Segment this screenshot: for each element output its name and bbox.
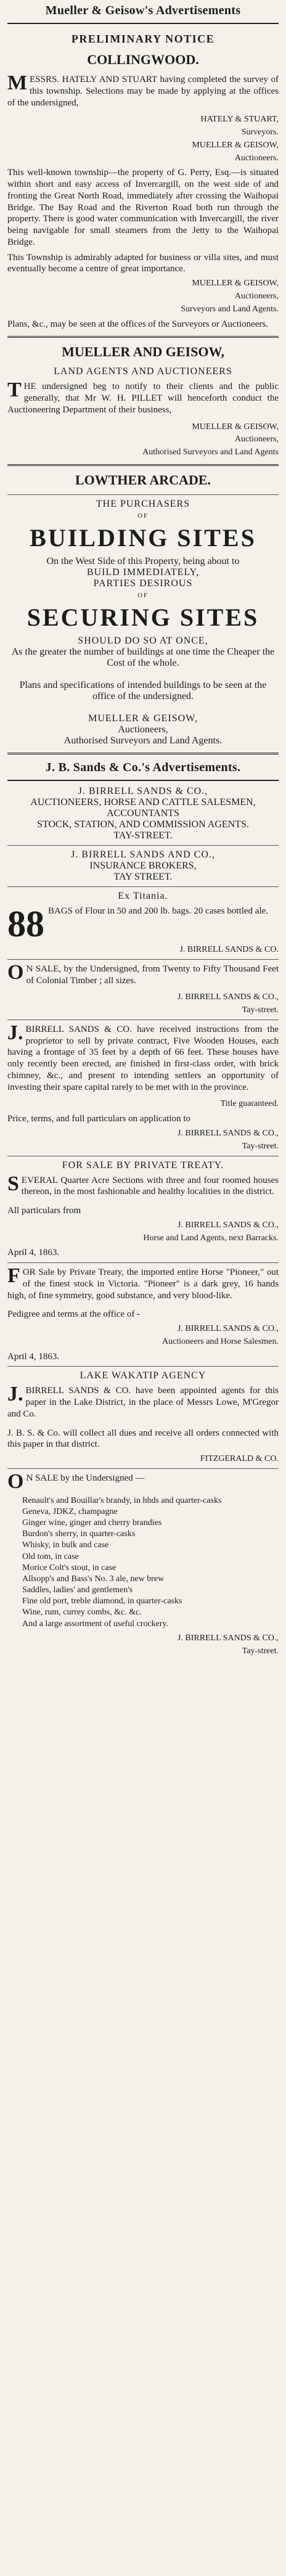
- firm-name: J. BIRRELL SANDS & CO.,: [78, 785, 208, 796]
- list-item: Fine old port, treble diamond, in quarter-casks: [22, 1597, 182, 1606]
- divider: [7, 1468, 279, 1469]
- firm-detail: TAY STREET.: [113, 871, 173, 882]
- collingwood-notice: [7, 33, 279, 330]
- divider: [7, 1366, 279, 1367]
- list-item: Geneva, JDKZ, champagne: [22, 1507, 118, 1516]
- signature: J. BIRRELL SANDS & CO.,: [177, 1324, 279, 1334]
- divider: [7, 886, 279, 887]
- firm-detail: STOCK, STATION, AND COMMISSION AGENTS.: [37, 819, 249, 830]
- paragraph: BIRRELL SANDS & CO. have received instructions from the proprietor to sell by private contract, Five Wooden Houses, each having a frontage of 35 feet by a depth of 66 feet. These houses have only recently been erected, are finished in first-class order, with brick chimney, &c., and present to intending settlers an opportunity of investing their spare capital rarely to be met with in the province.: [7, 1024, 279, 1092]
- signature: Tay-street.: [242, 1005, 279, 1015]
- line: Plans and specifications of intended buildings to be seen at the office of the undersigned.: [19, 679, 267, 701]
- paragraph: N SALE by the Undersigned —: [26, 1473, 145, 1483]
- signature: Authorised Surveyors and Land Agents.: [63, 735, 223, 746]
- divider: [7, 753, 279, 754]
- list-item: Saddles, ladies' and gentlemen's: [22, 1585, 133, 1595]
- divider: [7, 494, 279, 495]
- arcade-title: LOWTHER ARCADE.: [75, 472, 211, 488]
- signature: Auctioneers and Horse Salesmen.: [162, 1336, 279, 1346]
- big-number: 88: [7, 903, 44, 944]
- signature: MUELLER & GEISOW,: [88, 713, 198, 724]
- section-header: Mueller & Geisow's Advertisements: [45, 4, 241, 17]
- signature: HATELY & STUART,: [200, 115, 279, 125]
- signature: Surveyors and Land Agents.: [181, 304, 279, 314]
- shipment-title: Ex Titania.: [118, 890, 168, 901]
- of: OF: [137, 512, 149, 520]
- list-item: Ginger wine, ginger and cherry brandies: [22, 1518, 162, 1527]
- signature: J. BIRRELL SANDS & CO.: [179, 944, 279, 954]
- signature: J. BIRRELL SANDS & CO.,: [177, 1128, 279, 1138]
- signature: Auctioneers,: [234, 291, 279, 301]
- signature: Auctioneers,: [234, 435, 279, 444]
- big-heading: SECURING SITES: [27, 603, 259, 631]
- dropcap: T: [7, 378, 22, 402]
- section-header: J. B. Sands & Co.'s Advertisements.: [45, 760, 241, 774]
- line: On the West Side of this Property, being about to: [46, 555, 240, 566]
- divider: [7, 959, 279, 960]
- paragraph: N SALE, by the Undersigned, from Twenty to Fifty Thousand Feet of Colonial Timber ; all sizes.: [26, 963, 279, 986]
- signature: Auctioneers,: [118, 724, 168, 735]
- paragraph: EVERAL Quarter Acre Sections with three and four roomed houses thereon, in the most fashionable and healthy localities in the district.: [21, 1175, 279, 1197]
- line: SHOULD DO SO AT ONCE,: [78, 635, 208, 646]
- notice-title: COLLINGWOOD.: [87, 52, 199, 67]
- firm-title: MUELLER AND GEISOW,: [62, 344, 224, 360]
- horse-sale: [7, 1264, 279, 1362]
- firm-name: J. BIRRELL SANDS AND CO.,: [71, 849, 215, 860]
- firm-detail: TAY-STREET.: [113, 830, 173, 841]
- wakatip-title: LAKE WAKATIP AGENCY: [80, 1370, 206, 1381]
- list-item: Burdon's sherry, in quarter-casks: [22, 1529, 136, 1539]
- big-heading: BUILDING SITES: [30, 523, 256, 552]
- newspaper-page: [7, 0, 279, 1656]
- paragraph: BAGS of Flour in 50 and 200 lb. bags. 20 cases bottled ale.: [48, 906, 269, 916]
- line: PARTIES DESIROUS: [93, 578, 193, 589]
- dropcap: S: [7, 1172, 19, 1195]
- sale-item-list: [22, 1495, 279, 1630]
- paragraph: Pedigree and terms at the office of -: [7, 1309, 141, 1320]
- divider: [7, 464, 279, 466]
- line: THE PURCHASERS: [96, 498, 190, 509]
- signature: Horse and Land Agents, next Barracks.: [143, 1233, 279, 1243]
- paragraph: This Township is admirably adapted for business or villa sites, and must eventually become a centre of great importance.: [7, 252, 279, 274]
- divider: [7, 1262, 279, 1263]
- signature: MUELLER & GEISOW,: [192, 422, 279, 431]
- firm-notice: [7, 344, 279, 458]
- divider: [7, 23, 279, 24]
- firm-subtitle: LAND AGENTS AND AUCTIONEERS: [54, 366, 232, 377]
- signature: Auctioneers.: [234, 153, 279, 163]
- paragraph: HE undersigned beg to notify to their clients and the public generally, that Mr W. H. PILLET will henceforth conduct the Auctioneering Department of their business,: [7, 382, 279, 415]
- dropcap: O: [7, 960, 24, 984]
- list-item: Morice Colt's stout, in case: [22, 1563, 116, 1572]
- list-item: Old tom, in case: [22, 1552, 79, 1561]
- sands-advertisements: [7, 761, 279, 1152]
- final-sale: [7, 1470, 279, 1656]
- signature: Authorised Surveyors and Land Agents: [142, 448, 279, 457]
- dropcap: J.: [7, 1021, 23, 1044]
- firm-detail: INSURANCE BROKERS,: [89, 860, 197, 871]
- private-treaty: [7, 1160, 279, 1259]
- list-item: Allsopp's and Bass's No. 3 ale, new brew: [22, 1574, 165, 1584]
- paragraph: This well-known township—the property of G. Perry, Esq.—is situated within short and easy access of Invercargill, on the west side of and fronting the Great North Road, immediately after crossing the Waihopai Bridge. The Bay Road and the Riverton Road both run through the property. There is good water communication with Invercargill, the river being navigable for small steamers from the Jetty to the Waihopai Bridge.: [7, 168, 279, 247]
- signature: J. BIRRELL SANDS & CO.,: [177, 992, 279, 1002]
- signature: J. BIRRELL SANDS & CO.,: [177, 1633, 279, 1643]
- date: April 4, 1863.: [7, 1248, 60, 1258]
- wakatip-agency: [7, 1370, 279, 1465]
- paragraph: OR Sale by Private Treaty, the imported entire Horse "Pioneer," out of the finest stock in Victoria. "Pioneer" is a dark grey, 16 hands high, of fine symmetry, good substance, and very blood-like.: [7, 1267, 279, 1301]
- paragraph: All particulars from: [7, 1206, 81, 1216]
- lowther-arcade: [7, 472, 279, 746]
- date: April 4, 1863.: [7, 1351, 60, 1362]
- kicker: PRELIMINARY NOTICE: [71, 33, 215, 45]
- divider: [7, 780, 279, 781]
- signature: MUELLER & GEISOW,: [192, 140, 279, 150]
- line: BUILD IMMEDIATELY,: [86, 566, 200, 578]
- signature: Surveyors.: [241, 128, 279, 137]
- signature: Tay-street.: [242, 1141, 279, 1151]
- paragraph: BIRRELL SANDS & CO. have been appointed agents for this paper in the Lake District, in the place of Messrs Lowe, M'Gregor and Co.: [7, 1386, 279, 1419]
- list-item: Wine, rum, currey combs, &c. &c.: [22, 1608, 142, 1617]
- signature: MUELLER & GEISOW,: [192, 279, 279, 288]
- signature: Title guaranteed.: [220, 1099, 279, 1109]
- list-item: Renault's and Bouillar's brandy, in hhds and quarter-casks: [22, 1495, 222, 1505]
- dropcap: O: [7, 1470, 24, 1493]
- line: As the greater the number of buildings at one time the Cheaper the Cost of the whole.: [11, 646, 275, 668]
- divider: [7, 845, 279, 846]
- treaty-title: FOR SALE BY PRIVATE TREATY.: [62, 1159, 224, 1171]
- signature: Tay-street.: [242, 1646, 279, 1656]
- firm-detail: AUCTIONEERS, HORSE AND CATTLE SALESMEN, ACCOUNTANTS: [30, 796, 256, 819]
- dropcap: J.: [7, 1383, 23, 1406]
- paragraph: Plans, &c., may be seen at the offices of the Surveyors or Auctioneers.: [7, 319, 268, 329]
- dropcap: M: [7, 72, 28, 94]
- signature: J. BIRRELL SANDS & CO.,: [177, 1220, 279, 1230]
- of: OF: [137, 591, 149, 599]
- paragraph: J. B. S. & Co. will collect all dues and receive all orders connected with this paper in that district.: [7, 1428, 279, 1450]
- paragraph: Price, terms, and full particulars on application to: [7, 1114, 190, 1124]
- divider: [7, 336, 279, 338]
- signature: FITZGERALD & CO.: [200, 1454, 279, 1464]
- list-item: Whisky, in bulk and case: [22, 1540, 109, 1550]
- paragraph: ESSRS. HATELY AND STUART having completed the survey of this township. Selections may be made by applying at the offices of the undersigned,: [7, 75, 279, 108]
- dropcap: F: [7, 1264, 20, 1288]
- list-item: And a large assortment of useful crockery.: [22, 1619, 169, 1629]
